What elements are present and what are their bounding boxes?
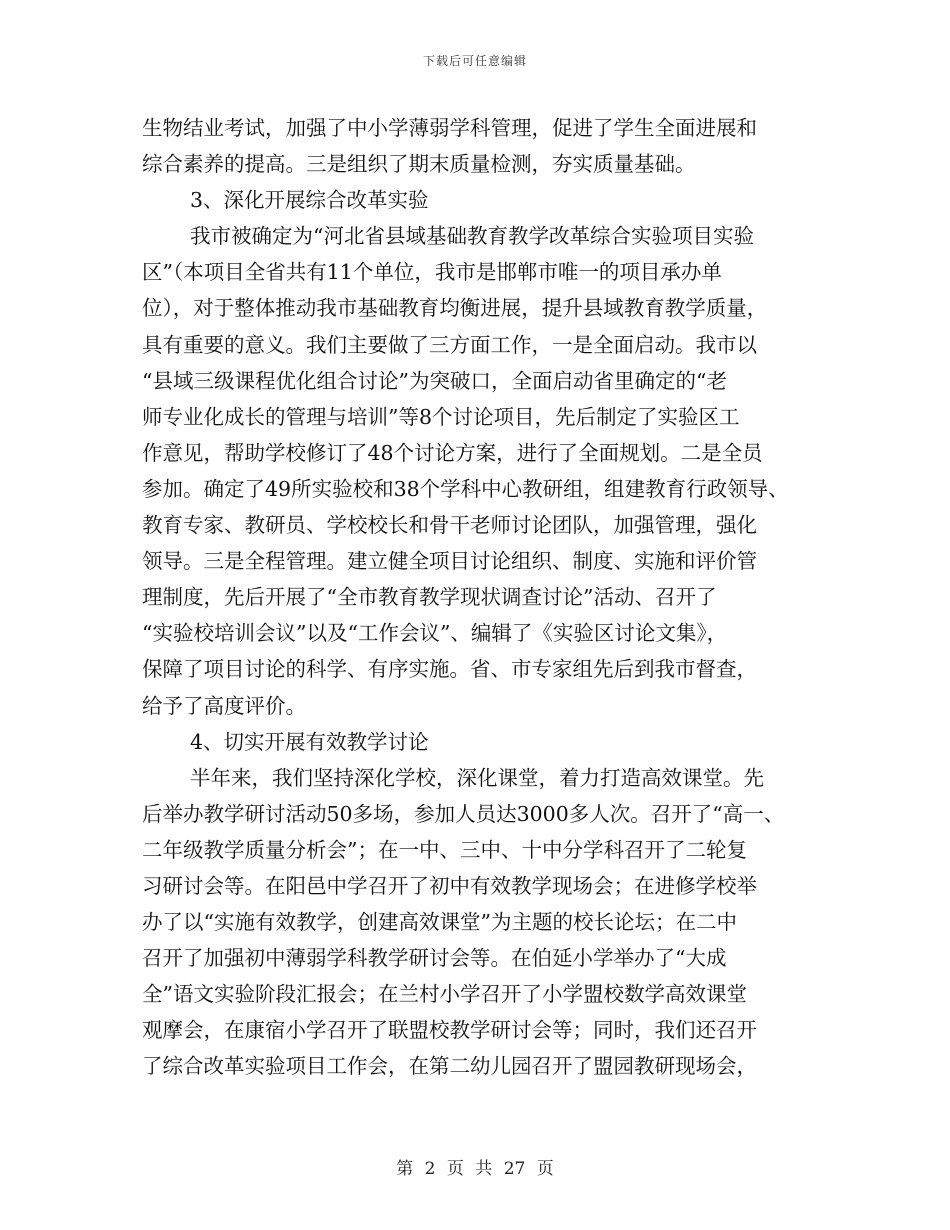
text-line: 二年级教学质量分析会”；在一中、三中、十中分学科召开了二轮复	[142, 837, 747, 862]
text-line: 习研讨会等。在阳邑中学召开了初中有效教学现场会；在进修学校举	[142, 873, 757, 898]
text-line: 具有重要的意义。我们主要做了三方面工作，一是全面启动。我市以	[142, 332, 757, 357]
document-body	[142, 110, 812, 1085]
text-line: 给予了高度评价。	[142, 693, 306, 718]
text-line: 师专业化成长的管理与培训”等8个讨论项目，先后制定了实验区工	[142, 404, 740, 429]
page-header: 下载后可任意编辑	[422, 54, 527, 68]
text-line: 区”（本项目全省共有11个单位，我市是邯郸市唯一的项目承办单	[142, 260, 722, 285]
text-line: 领导。三是全程管理。建立健全项目讨论组织、制度、实施和评价管	[142, 549, 757, 574]
text-line: 3、深化开展综合改革实验	[190, 188, 429, 213]
text-line: 位），对于整体推动我市基础教育均衡进展，提升县域教育教学质量，	[142, 296, 768, 321]
text-line: 全”语文实验阶段汇报会；在兰村小学召开了小学盟校数学高效课堂	[142, 982, 747, 1007]
text-line: 保障了项目讨论的科学、有序实施。省、市专家组先后到我市督查，	[142, 657, 757, 682]
text-line: 后举办教学研讨活动50多场，参加人员达3000多人次。召开了“高一、	[142, 801, 785, 826]
text-line: 4、切实开展有效教学讨论	[190, 729, 429, 754]
text-line: 办了以“实施有效教学，创建高效课堂”为主题的校长论坛；在二中	[142, 910, 737, 935]
text-line: 生物结业考试，加强了中小学薄弱学科管理，促进了学生全面进展和	[142, 116, 757, 140]
text-line: 召开了加强初中薄弱学科教学研讨会等。在伯延小学举办了“大成	[142, 946, 727, 971]
text-line: 我市被确定为“河北省县域基础教育教学改革综合实验项目实验	[190, 224, 754, 249]
text-line: 参加。确定了49所实验校和38个学科中心教研组，组建教育行政领导、	[142, 476, 789, 501]
text-line: 了综合改革实验项目工作会，在第二幼儿园召开了盟园教研现场会，	[142, 1054, 757, 1079]
text-line: 教育专家、教研员、学校校长和骨干老师讨论团队，加强管理，强化	[142, 513, 757, 538]
page-footer: 第 2 页 共 27 页	[396, 1159, 554, 1179]
text-line: 作意见，帮助学校修订了48个讨论方案，进行了全面规划。二是全员	[142, 440, 763, 465]
text-line: “实验校培训会议”以及“工作会议”、编辑了《实验区讨论文集》，	[142, 621, 728, 646]
text-line: 理制度，先后开展了“全市教育教学现状调查讨论”活动、召开了	[142, 585, 717, 610]
text-line: 综合素养的提高。三是组织了期末质量检测，夯实质量基础。	[142, 152, 696, 177]
text-line: “县域三级课程优化组合讨论”为突破口，全面启动省里确定的“老	[142, 368, 727, 393]
text-line: 观摩会，在康宿小学召开了联盟校教学研讨会等；同时，我们还召开	[142, 1018, 757, 1043]
text-line: 半年来，我们坚持深化学校，深化课堂，着力打造高效课堂。先	[190, 765, 764, 790]
